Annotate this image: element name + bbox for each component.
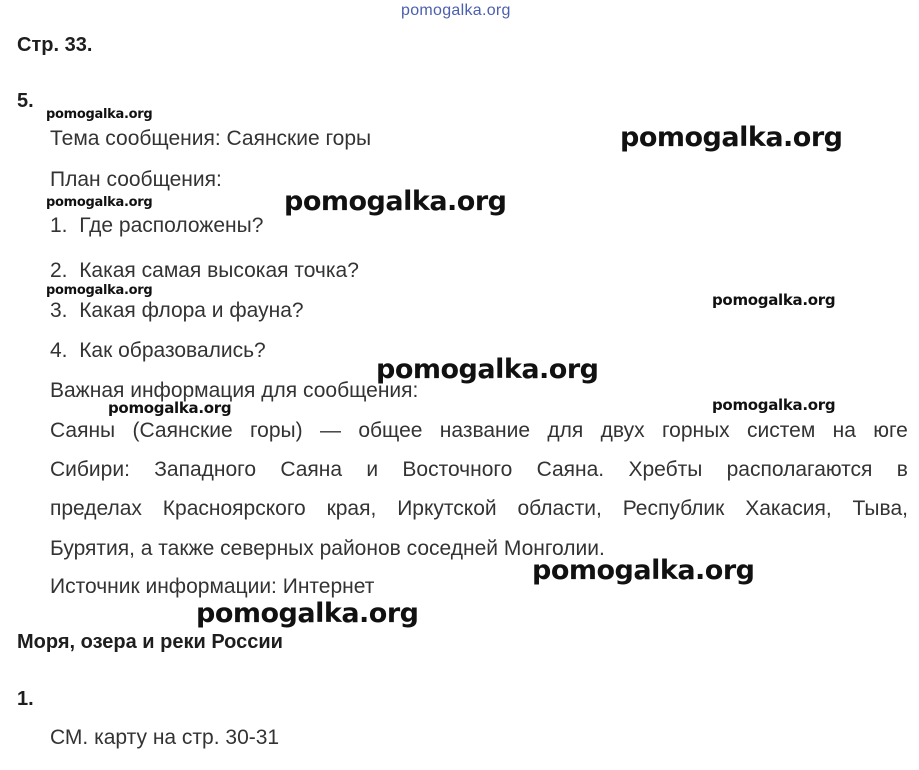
word: Восточного [402,458,513,481]
word: Саяны [50,419,116,442]
page-reference: Стр. 33. [17,34,93,56]
word: — [319,419,341,442]
word: юге [873,419,908,442]
word: Хакасия, [745,497,832,520]
plan-title: План сообщения: [50,168,222,191]
word: (Саянские [132,419,233,442]
word: Иркутской [397,497,497,520]
word: Саяна [280,458,343,481]
word: и [366,458,379,481]
watermark: pomogalka.org [712,291,836,309]
task-5-number: 5. [17,90,34,112]
plan-item-2 [50,259,359,283]
word: двух [600,419,645,442]
plan-item-4 [50,339,266,363]
plan-item-text: Какая флора и фауна? [79,299,304,322]
info-line-3 [50,497,908,521]
watermark: pomogalka.org [46,195,153,210]
word: Хребты [628,458,703,481]
watermark: pomogalka.org [46,107,153,122]
plan-item-number: 2. [50,259,68,282]
plan-item-text: Где расположены? [79,214,264,237]
watermark: pomogalka.org [620,122,843,153]
plan-item-3 [50,299,304,323]
plan-item-number: 3. [50,299,68,322]
word: края, [326,497,377,520]
word: на [832,419,856,442]
plan-item-number: 4. [50,339,68,362]
word: горных [661,419,730,442]
info-line-4: Бурятия, а также северных районов соседней Монголии. [50,537,605,560]
word: Сибири: [50,458,130,481]
word: систем [747,419,816,442]
section-title: Моря, озера и реки России [17,631,283,653]
word: общее [358,419,423,442]
message-topic: Тема сообщения: Саянские горы [50,127,372,150]
info-title: Важная информация для сообщения: [50,379,419,402]
watermark: pomogalka.org [712,396,836,414]
plan-item-1 [50,214,263,238]
word: для [547,419,584,442]
watermark: pomogalka.org [196,598,419,629]
task-1-number: 1. [17,688,34,710]
info-source: Источник информации: Интернет [50,575,375,598]
word: Республик [622,497,725,520]
word: Красноярского [162,497,306,520]
task-1-text: СМ. карту на стр. 30-31 [50,726,280,749]
watermark: pomogalka.org [108,399,232,417]
watermark: pomogalka.org [532,555,755,586]
word: области, [517,497,602,520]
word: располагаются [726,458,873,481]
info-line-2 [50,458,908,482]
word: пределах [50,497,142,520]
word: Тыва, [852,497,908,520]
word: в [896,458,908,481]
watermark: pomogalka.org [284,186,507,217]
watermark-top: pomogalka.org [401,2,511,19]
word: горы) [249,419,303,442]
info-line-1 [50,419,908,443]
watermark: pomogalka.org [46,283,153,298]
word: Западного [154,458,257,481]
word: Саяна. [536,458,605,481]
plan-item-number: 1. [50,214,68,237]
word: название [439,419,531,442]
plan-item-text: Какая самая высокая точка? [79,259,359,282]
watermark: pomogalka.org [376,354,599,385]
plan-item-text: Как образовались? [79,339,266,362]
